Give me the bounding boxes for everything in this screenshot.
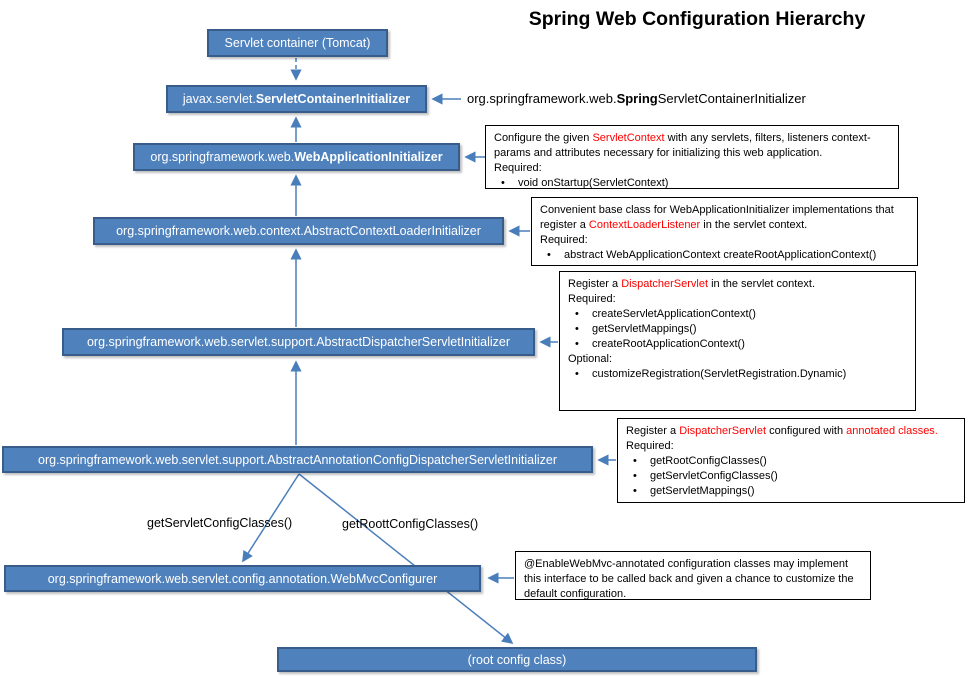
required-item: • getRootConfigClasses() — [626, 454, 956, 469]
note-text: Register a DispatcherServlet configured with annotated classes. — [626, 425, 938, 437]
edge-label-get-root-config-classes: getRoottConfigClasses() — [342, 517, 479, 531]
note-abstract-annotation-config-initializer — [617, 418, 965, 503]
required-item: • abstract WebApplicationContext createRootApplicationContext() — [540, 248, 909, 263]
node-abstract-dispatcher-servlet-initializer: org.springframework.web.servlet.support.AbstractDispatcherServletInitializer — [62, 328, 535, 356]
node-servlet-container: Servlet container (Tomcat) — [207, 29, 388, 57]
required-list — [568, 307, 907, 352]
node-root-config-class: (root config class) — [277, 647, 757, 672]
required-list — [626, 454, 956, 499]
page-title: Spring Web Configuration Hierarchy — [528, 8, 866, 30]
required-item: • void onStartup(ServletContext) — [494, 176, 890, 191]
arrow-root-config-classes — [299, 474, 512, 643]
note-abstract-context-loader-initializer — [531, 197, 918, 266]
note-abstract-dispatcher-servlet-initializer — [559, 271, 916, 411]
node-abstract-context-loader-initializer: org.springframework.web.context.AbstractContextLoaderInitializer — [93, 217, 504, 245]
note-text: Configure the given ServletContext with any servlets, filters, listeners context-params and attributes necessary for initializing this web application. — [494, 132, 871, 159]
required-item: • createServletApplicationContext() — [568, 307, 907, 322]
note-web-mvc-configurer — [515, 551, 871, 600]
required-label: Required: — [568, 293, 616, 305]
node-web-application-initializer: org.springframework.web.WebApplicationInitializer — [133, 143, 460, 171]
optional-list — [568, 367, 907, 382]
note-text: Convenient base class for WebApplicationInitializer implementations that register a ContextLoaderListener in the servlet context. — [540, 204, 894, 231]
note-text: @EnableWebMvc-annotated configuration classes may implement this interface to be called back and given a chance to customize the default configuration. — [524, 558, 854, 600]
optional-item: • customizeRegistration(ServletRegistration.Dynamic) — [568, 367, 907, 382]
node-abstract-annotation-config-dispatcher-servlet-initializer: org.springframework.web.servlet.support.AbstractAnnotationConfigDispatcherServletInitializer — [2, 446, 593, 473]
required-item: • createRootApplicationContext() — [568, 337, 907, 352]
required-label: Required: — [540, 234, 588, 246]
node-servlet-container-initializer: javax.servlet.ServletContainerInitializer — [166, 85, 427, 113]
node-web-mvc-configurer: org.springframework.web.servlet.config.annotation.WebMvcConfigurer — [4, 565, 481, 592]
required-label: Required: — [494, 162, 542, 174]
required-label: Required: — [626, 440, 674, 452]
required-item: • getServletMappings() — [626, 484, 956, 499]
edge-label-get-servlet-config-classes: getServletConfigClasses() — [147, 516, 293, 530]
spring-servlet-container-initializer-label: org.springframework.web.SpringServletContainerInitializer — [467, 91, 806, 106]
required-item: • getServletMappings() — [568, 322, 907, 337]
note-text: Register a DispatcherServlet in the servlet context. — [568, 278, 816, 290]
required-item: • getServletConfigClasses() — [626, 469, 956, 484]
required-list — [494, 176, 890, 191]
note-web-application-initializer — [485, 125, 899, 189]
optional-label: Optional: — [568, 353, 613, 365]
required-list — [540, 248, 909, 263]
